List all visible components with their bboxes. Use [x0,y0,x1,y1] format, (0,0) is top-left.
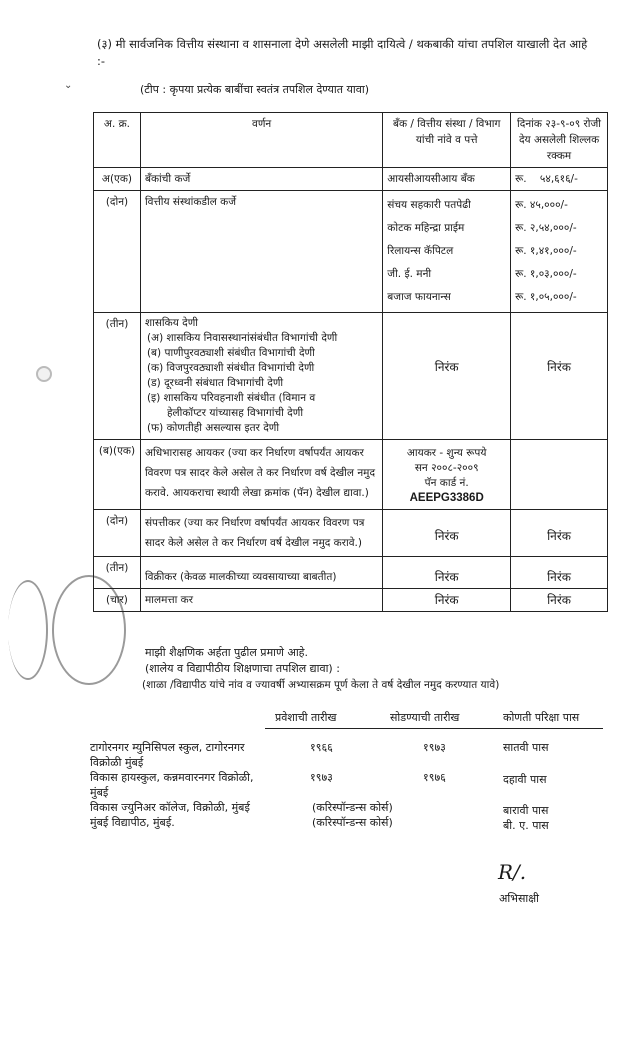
row-institution: निरंक [383,510,511,557]
amount-value: रू. १,०३,०००/- [515,268,577,280]
description-item: (क) विजपुरवठ्याशी संबंधीत विभागांची देणी [146,362,315,374]
pan-number: AEEPG3386D [409,492,484,504]
margin-mark: ⌄ [64,80,73,91]
header-institution: बँक / वित्तीय संस्था / विभाग यांची नांवे व पत्ते [383,113,511,168]
row-institution: निरंक [383,557,511,589]
income-tax-line: सन २००८-२००९ [414,462,479,474]
school-line: विक्रोळी मुंबई [90,756,144,769]
amount-value: रू. १,०५,०००/- [515,291,577,303]
row-description [140,313,382,440]
table-row [94,313,608,440]
row-serial: अ(एक) [94,168,141,191]
punch-hole [36,366,52,382]
table-row [94,168,608,191]
section-heading: (३) मी सार्वजनिक वित्तीय संस्थाना व शासनाला देणे असलेली माझी दायित्वे / थकबाकी यांचा तपशिल याखाली देत आहे :- [97,37,588,68]
row-amounts [511,191,608,313]
section-note: (टीप : कृपया प्रत्येक बाबींचा स्वतंत्र तपशिल देण्यात यावा) [140,83,369,96]
row-description: मालमत्ता कर [140,589,382,612]
description-item: (ब) पाणीपुरवठ्याशी संबंधीत विभागांची देणी [146,347,315,359]
education-intro-line: (शालेय व विद्यापीठीय शिक्षणाचा तपशिल द्यावा) : [145,662,340,675]
admission-line: (करिस्पॉन्डन्स कोर्स) [312,801,393,814]
education-school [90,770,305,800]
exam-line: बी. ए. पास [503,819,549,832]
education-exam [503,803,549,833]
header-amount: दिनांक २३-९-०९ रोजी देय असलेली शिल्लक रक्कम [511,113,608,168]
row-serial: (तीन) [94,557,141,589]
row-institution: आयसीआयसीआय बँक [383,168,511,191]
education-school [90,740,305,770]
education-intro [142,645,615,693]
institution-name: बजाज फायनान्स [387,291,451,303]
row-institution: निरंक [383,313,511,440]
school-line: विकास हायस्कुल, कन्नमवारनगर विक्रोळी, [90,771,254,784]
admission-line: (करिस्पॉन्डन्स कोर्स) [312,816,393,829]
school-line: विकास ज्युनिअर कॉलेज, विक्रोळी, मुंबई [90,801,250,814]
description-item: हेलीकॉप्टर यांच्यासह विभागांची देणी [166,407,304,419]
education-intro-line: (शाळा /विद्यापीठ यांचे नांव व ज्यावर्षी अभ्यासक्रम पूर्ण केला ते वर्ष देखील नमुद करण्यात यावे) [142,679,500,691]
education-intro-line: माझी शैक्षणिक अर्हता पुढील प्रमाणे आहे. [145,646,309,659]
education-header-exam: कोणती परिक्षा पास [503,711,580,724]
row-institution [383,440,511,510]
education-exam: सातवी पास [503,741,549,754]
row-amount: निरंक [511,557,608,589]
row-serial: (दोन) [94,191,141,313]
school-line: मुंबई [90,786,109,799]
row-description: बँकांची कर्जे [140,168,382,191]
school-line: मुंबई विद्यापीठ, मुंबई. [90,816,175,829]
education-admission: १९६६ [310,741,333,754]
row-serial: (तीन) [94,313,141,440]
signature-mark: R/. [498,860,527,884]
education-header-admission: प्रवेशाची तारीख [275,711,337,724]
row-institution: निरंक [383,589,511,612]
table-row [94,589,608,612]
education-exam: दहावी पास [503,773,547,786]
header-serial: अ. क्र. [94,113,141,168]
row-amount: निरंक [511,589,608,612]
amount-value: रू. २,५४,०००/- [515,222,577,234]
education-header-leaving: सोडण्याची तारीख [390,711,460,724]
table-row [94,557,608,589]
row-institutions [383,191,511,313]
description-item: (फ) कोणतीही असल्यास इतर देणी [146,422,280,434]
institution-name: जी. ई. मनी [387,268,432,280]
row-description: संपत्तीकर (ज्या कर निर्धारण वर्षापर्यंत आयकर विवरण पत्र सादर केले असेल ते कर निर्धारण वर्ष देखील नमुद करावे.) [140,510,382,557]
institution-name: कोटक महिन्द्रा प्राईम [387,222,465,234]
education-header-underline [265,728,603,729]
row-description: अधिभारासह आयकर (ज्या कर निर्धारण वर्षापर्यंत आयकर विवरण पत्र सादर केले असेल ते कर निर्धारण वर्ष देखील नमुद करावे. आयकराचा स्थायी लेखा क्रमांक (पॅन) देखील द्यावा.) [140,440,382,510]
table-row [94,191,608,313]
description-title: शासकिय देणी [144,317,199,329]
description-item: (अ) शासकिय निवासस्थानांसंबंधीत विभागांची देणी [146,332,338,344]
row-amount: निरंक [511,313,608,440]
row-amount: रू. ५४,६१६/- [511,168,608,191]
education-admission: १९७३ [310,771,333,784]
row-description: वित्तीय संस्थांकडील कर्जे [140,191,382,313]
education-school [90,800,305,830]
header-description: वर्णन [140,113,382,168]
row-serial: (चार) [94,589,141,612]
liabilities-table [93,112,608,612]
signature-label: अभिसाक्षी [499,892,540,905]
education-leaving: १९७३ [423,741,446,754]
education-leaving: १९७६ [423,771,446,784]
education-admission [312,800,393,830]
row-serial: (ब)(एक) [94,440,141,510]
income-tax-line: आयकर - शुन्य रूपये [406,447,487,459]
description-item: (इ) शासकिय परिवहनाशी संबंधीत (विमान व [146,392,316,404]
school-line: टागोरनगर म्युनिसिपल स्कुल, टागोरनगर [90,741,245,754]
table-row [94,440,608,510]
table-row [94,510,608,557]
row-amount: निरंक [511,510,608,557]
income-tax-line: पॅन कार्ड नं. [424,477,469,489]
amount-value: रू. ४५,०००/- [515,199,568,211]
description-item: (ड) दूरध्वनी संबंधात विभागांची देणी [146,377,284,389]
institution-name: रिलायन्स कॅपिटल [387,245,454,257]
row-description: विक्रीकर (केवळ मालकीच्या व्यवसायाच्या बाबतीत) [140,557,382,589]
row-serial: (दोन) [94,510,141,557]
table-header-row [94,113,608,168]
row-amount [511,440,608,510]
amount-value: रू. १,४१,०००/- [515,245,577,257]
exam-line: बारावी पास [503,804,549,817]
institution-name: संचय सहकारी पतपेढी [387,199,471,211]
